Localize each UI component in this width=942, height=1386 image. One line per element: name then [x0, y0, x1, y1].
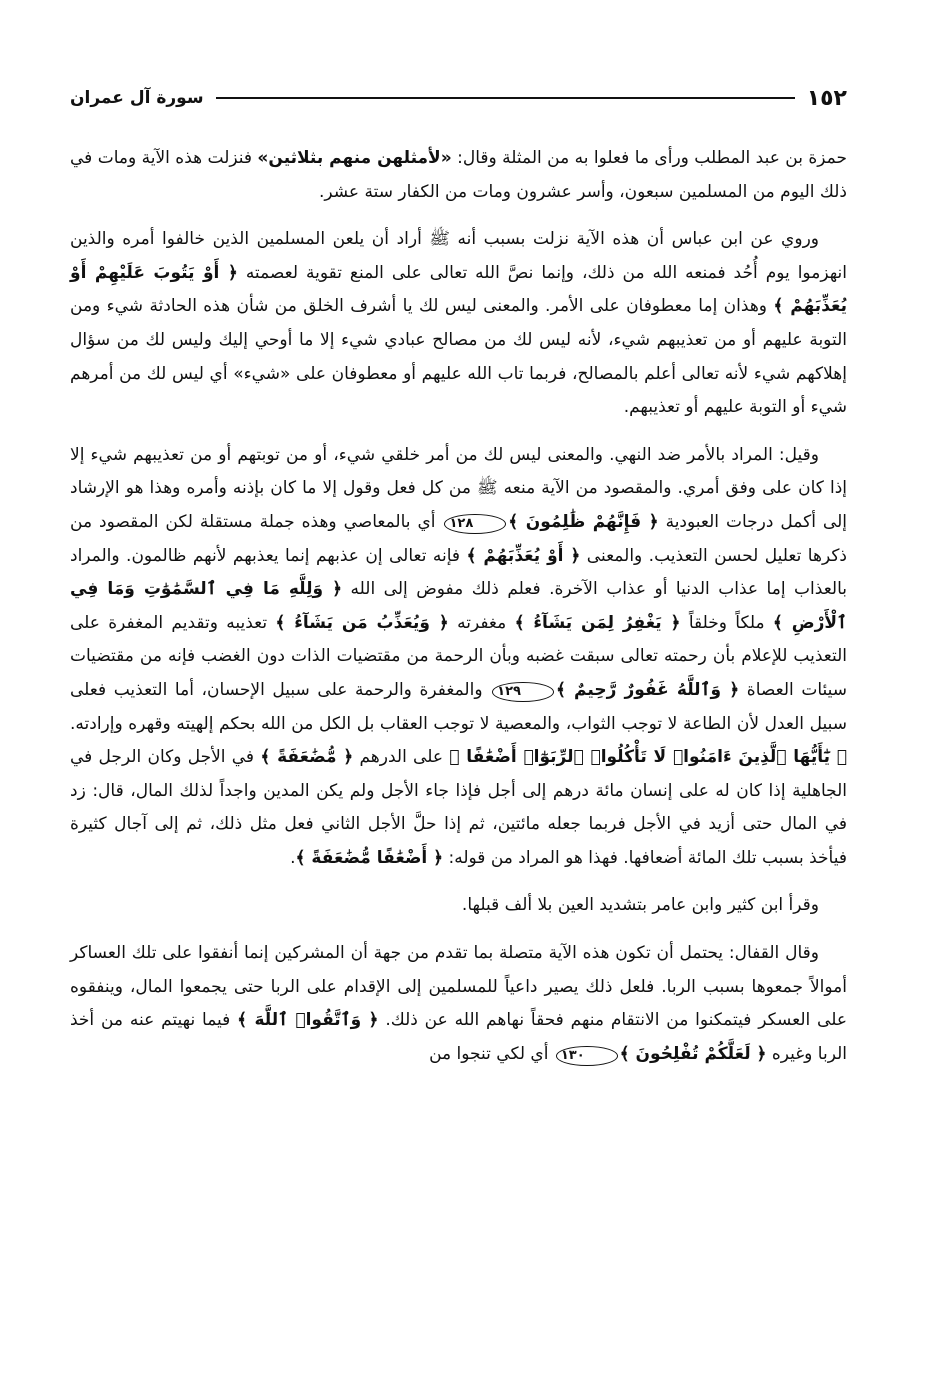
ayah-number-marker: ١٢٨ — [444, 514, 506, 534]
quran-verse: ﴿ يَغْفِرُ لِمَن يَشَآءُ ﴾ — [514, 612, 681, 633]
quran-verse: ﴿ أَوْ يُعَذِّبَهُمْ ﴾ — [466, 545, 581, 566]
paragraph-3 — [70, 439, 847, 876]
text-run: وهذان إما معطوفان على الأمر. والمعنى ليس لك يا أشرف الخلق من شأن هذه الحادثة شيء ومن التوبة عليهم أو من تعذيبهم شيء، لأنه ليس لك من مصالح عبادي شيء إلا ما أوحي إليك وليس لك من سؤال إهلاكهم شيء لأنه تعالى أعلم بالمصالح، فربما تاب الله عليهم أو معطوفان على «شيء» أي ليس لك من أمرهم شيء أو التوبة عليهم أو تعذيبهم. — [70, 296, 847, 418]
quran-verse: ﴿ أَوْ يَتُوبَ عَلَيْهِمْ أَوْ يُعَذِّبَهُمْ ﴾ — [70, 262, 847, 317]
text-run: مغفرته — [448, 612, 515, 633]
header-rule — [216, 97, 795, 99]
quran-verse: ﴿ فَإِنَّهُمْ ظَٰلِمُونَ ﴾ — [508, 511, 659, 532]
paragraph-4 — [70, 889, 847, 923]
text-run: فيما نهيتم عنه من أخذ الربا وغيره — [70, 1010, 847, 1064]
text-run: ملكاً وخلقاً — [680, 612, 773, 633]
page-body — [70, 142, 847, 1085]
paragraph-5 — [70, 937, 847, 1071]
quran-verse: ﴿ وَٱللَّهُ غَفُورٌ رَّحِيمٌ ﴾ — [555, 679, 740, 700]
text-run: وقرأ ابن كثير وابن عامر بتشديد العين بلا ألف قبلها. — [461, 895, 819, 916]
page-header — [70, 80, 847, 116]
quran-verse: ﴿ يَٰٓأَيُّهَا ٱلَّذِينَ ءَامَنُوا۟ لَا تَأْكُلُوا۟ ٱلرِّبَوٰٓا۟ أَضْعَٰفًا ﴾ — [449, 747, 848, 768]
page-number: ١٥٢ — [806, 85, 847, 111]
text-run: فنزلت هذه الآية ومات في ذلك اليوم من المسلمين سبعون، وأسر عشرون ومات من الكفار ستة عشر. — [70, 148, 847, 202]
quote: «لأمثلهن منهم بثلاثين» — [257, 148, 452, 168]
ayah-number-marker: ١٣٠ — [556, 1046, 618, 1066]
paragraph-1 — [70, 142, 847, 209]
quran-verse: ﴿ وَيُعَذِّبُ مَن يَشَآءُ ﴾ — [275, 612, 449, 633]
quran-verse: ﴿ أَضْعَٰفًا مُّضَٰعَفَةً ﴾ — [295, 847, 444, 868]
paragraph-2 — [70, 223, 847, 425]
text-run: . — [290, 847, 296, 868]
text-run: على الدرهم — [353, 747, 450, 768]
text-run: فإنه تعالى إن عذبهم إنما يعذبهم لأنهم ظالمون. والمراد بالعذاب إما عذاب الدنيا أو عذاب الآخرة. فعلم ذلك مفوض إلى الله — [70, 545, 847, 600]
quran-verse: ﴿ لَعَلَّكُمْ تُفْلِحُونَ ﴾ — [619, 1043, 767, 1064]
text-run: وروي عن ابن عباس أن هذه الآية نزلت بسبب أنه ﷺ أراد أن يلعن المسلمين الذين خالفوا أمره والذين انهزموا يوم أُحُد فمنعه الله من ذلك، وإنما نصَّ الله تعالى على المنع تقوية لعصمته — [70, 229, 847, 283]
quran-verse: ﴿ مُّضَٰعَفَةً ﴾ — [260, 747, 354, 768]
text-run: تعذيبه وتقديم المغفرة على التعذيب للإعلام بأن رحمته تعالى سبقت غضبه وبأن الرحمة من مقتضيات الذات دون الغضب فإنه من مقتضيات سيئات العصاة — [70, 612, 848, 700]
text-run: حمزة بن عبد المطلب ورأى ما فعلوا به من المثلة وقال: — [451, 148, 847, 168]
text-run: والمغفرة والرحمة على سبيل الإحسان، أما التعذيب فعلى سبيل العدل لأن الطاعة لا توجب الثواب، والمعصية لا توجب العقاب بل الكل من الله بحكم إلهيته وقهره وإرادته. — [70, 679, 847, 734]
text-run: في الأجل وكان الرجل في الجاهلية إذا كان له على إنسان مائة درهم إلى أجل فإذا جاء الأجل ولم يكن المدين واجداً لذلك المال، قال: زد في المال حتى أزيد في الأجل فربما جعله مائتين، ثم إذا حلَّ الأجل الثاني فعل مثل ذلك، ثم إلى آجال كثيرة فيأخذ بسبب تلك المائة أضعافها. فهذا هو المراد من قوله: — [70, 747, 847, 868]
text-run: وقيل: المراد بالأمر ضد النهي. والمعنى ليس لك من أمر خلقي شيء، أو من توبتهم أو من تعذيبهم شيء إلا إذا كان على وفق أمري. والمقصود من الآية منعه ﷺ من كل فعل وقول إلا ما كان بإذنه وأمره وهذا هو الإرشاد إلى أكمل درجات العبودية — [70, 444, 847, 532]
surah-title: سورة آل عمران — [70, 88, 204, 108]
text-run: أي بالمعاصي وهذه جملة مستقلة لكن المقصود من ذكرها تعليل لحسن التعذيب. والمعنى — [70, 511, 847, 566]
text-run: وقال القفال: يحتمل أن تكون هذه الآية متصلة بما تقدم من جهة أن المشركين إنما أنفقوا على تلك العساكر أموالاً جمعوها بسبب الربا. فلعل ذلك يصير داعياً للمسلمين إلى الإقدام على الربا حتى يجمعوا المال، وينفقوه على العسكر فيتمكنوا من الانتقام منهم فحقاً نهاهم الله عن ذلك. — [70, 943, 847, 1031]
quran-verse: ﴿ وَٱتَّقُوا۟ ٱللَّهَ ﴾ — [237, 1010, 379, 1031]
quran-verse: ﴿ وَلِلَّهِ مَا فِي ٱلسَّمَٰوَٰتِ وَمَا فِي ٱلْأَرْضِ ﴾ — [70, 579, 848, 633]
text-run: أي لكي تنجوا من — [429, 1043, 554, 1064]
ayah-number-marker: ١٢٩ — [492, 682, 554, 702]
